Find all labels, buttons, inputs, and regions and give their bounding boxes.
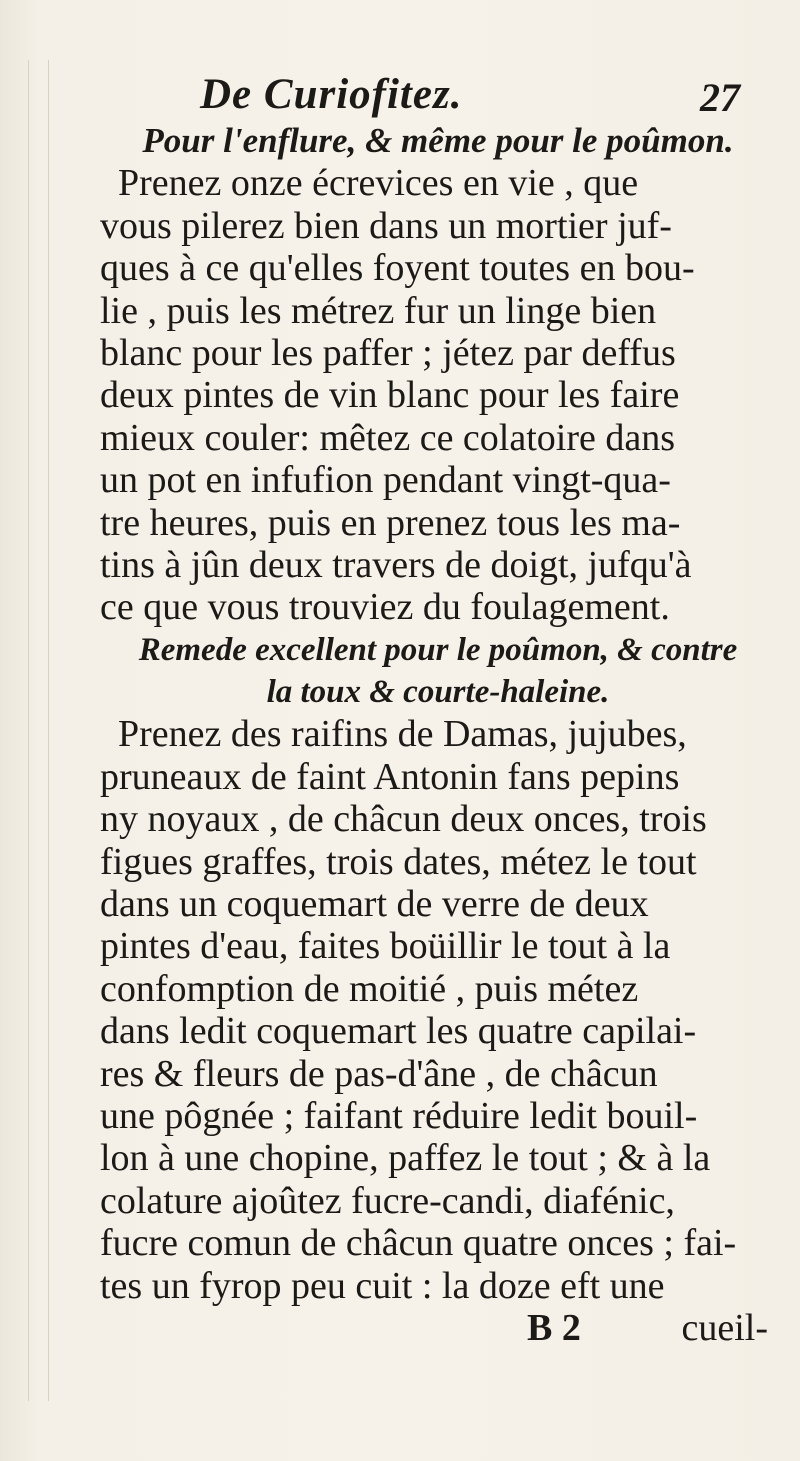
text-line: pintes d'eau, faites boüillir le tout à la <box>100 925 671 968</box>
page-edge-line <box>48 60 49 1401</box>
text-line: tins à jûn deux travers de doigt, jufqu'à <box>100 543 692 586</box>
text-line: confomption de moitié , puis métez <box>100 967 639 1010</box>
running-title: De Curiofitez. <box>200 71 463 118</box>
text-line: ny noyaux , de châcun deux onces, trois <box>100 798 707 841</box>
text-line: tes un fyrop peu cuit : la doze eft une <box>100 1264 665 1307</box>
text-line: mieux couler: mêtez ce colatoire dans <box>100 416 676 459</box>
text-line: ques à ce qu'elles foyent toutes en bou- <box>100 247 695 290</box>
text-line: Prenez des raifins de Damas, jujubes, <box>118 713 687 756</box>
page-footer <box>100 1307 776 1349</box>
text-line: dans ledit coquemart les quatre capilai- <box>100 1010 697 1053</box>
text-line: pruneaux de faint Antonin fans pepins <box>100 755 680 798</box>
recipe-heading-enflure: Pour l'enflure, & même pour le poûmon. <box>142 121 734 160</box>
text-line: ce que vous trouviez du foulagement. <box>100 586 670 629</box>
page-number: 27 <box>700 75 740 120</box>
signature-mark: B 2 <box>527 1306 581 1349</box>
text-line: res & fleurs de pas-d'âne , de châcun <box>100 1052 658 1095</box>
text-line: fucre comun de châcun quatre onces ; fai- <box>100 1222 737 1265</box>
text-line: lie , puis les métrez fur un linge bien <box>100 289 657 332</box>
text-line: tre heures, puis en prenez tous les ma- <box>100 501 681 544</box>
text-line: colature ajoûtez fucre-candi, diafénic, <box>100 1179 675 1222</box>
text-line: dans un coquemart de verre de deux <box>100 883 649 926</box>
text-line: blanc pour les paffer ; jétez par deffus <box>100 331 676 374</box>
page-body <box>100 120 776 1349</box>
text-line: un pot en infufion pendant vingt-qua- <box>100 459 671 502</box>
catchword: cueil- <box>681 1306 768 1349</box>
text-line: lon à une chopine, paffez le tout ; & à la <box>100 1137 711 1180</box>
text-line: une pôgnée ; faifant réduire ledit bouil- <box>100 1094 698 1137</box>
recipe-heading-poumon-cont: la toux & courte-haleine. <box>266 674 610 711</box>
recipe-heading-poumon: Remede excellent pour le poûmon, & contre <box>138 631 738 668</box>
text-line: Prenez onze écrevices en vie , que <box>118 162 639 205</box>
text-line: vous pilerez bien dans un mortier juf- <box>100 204 672 247</box>
text-line: deux pintes de vin blanc pour les faire <box>100 374 680 417</box>
page-edge-line <box>28 60 29 1401</box>
page-header <box>200 70 740 120</box>
text-line: figues graffes, trois dates, métez le tout <box>100 840 697 883</box>
